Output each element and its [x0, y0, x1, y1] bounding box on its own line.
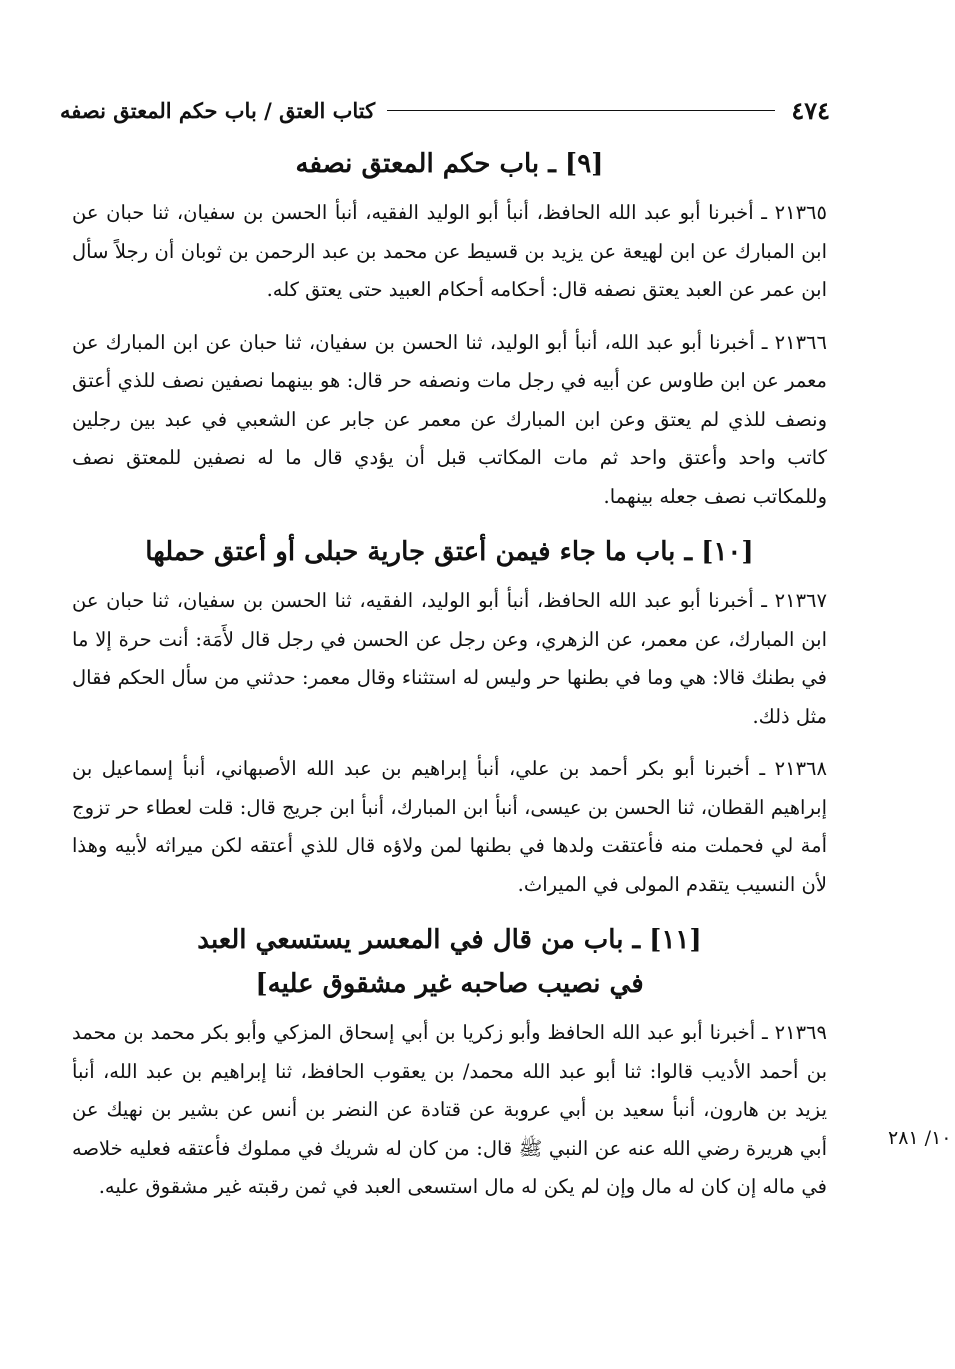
- main-text: [72, 140, 827, 1221]
- page-header: [60, 92, 830, 128]
- hadith-21368: ٢١٣٦٨ ـ أخبرنا أبو بكر أحمد بن علي، أنبأ إبراهيم بن عبد الله الأصبهاني، أنبأ إسماعيل بن إبراهيم القطان، ثنا الحسن بن عيسى، أنبأ ابن المبارك، أنبأ ابن جريج قال: قلت لعطاء حر تزوج أمة لي فحملت منه فأعتقت ولدها في بطنها لمن ولاؤه قال للذي أعتقه لكن ميراثه لأبيه وهذا لأن النسيب يتقدم المولى في الميراث.: [72, 757, 827, 896]
- chapter-heading-9: [٩] ـ باب حكم المعتق نصفه: [295, 149, 604, 179]
- chapter-heading-11-line-1: [١١] ـ باب من قال في المعسر يستسعي العبد: [197, 925, 702, 955]
- running-title: كتاب العتق / باب حكم المعتق نصفه: [60, 97, 376, 123]
- header-rule: [387, 110, 775, 111]
- hadith-21367: ٢١٣٦٧ ـ أخبرنا أبو عبد الله الحافظ، أنبأ أبو الوليد، الفقيه، ثنا الحسن بن سفيان، ثنا حبان عن ابن المبارك، عن معمر، عن الزهري، وعن رجل عن الحسن في رجل قال لأَمَة: أنت حرة إلا ما في بطنك قالا: هي وما في بطنها حر وليس له استثناء وقال معمر: حدثني من سأل الحكم فقال مثل ذلك.: [72, 589, 827, 728]
- hadith-21365: ٢١٣٦٥ ـ أخبرنا أبو عبد الله الحافظ، أنبأ أبو الوليد الفقيه، أنبأ الحسن بن سفيان، ثنا حبان عن ابن المبارك عن ابن لهيعة عن يزيد بن قسيط عن محمد بن عبد الرحمن بن ثوبان أن رجلاً سأل ابن عمر عن العبد يعتق نصفه قال: أحكامه أحكام العبيد حتى يعتق كله.: [72, 201, 827, 301]
- hadith-21369: ٢١٣٦٩ ـ أخبرنا أبو عبد الله الحافظ وأبو زكريا بن أبي إسحاق المزكي وأبو بكر محمد بن محمد بن أحمد الأديب قالوا: ثنا أبو عبد الله محمد/ بن يعقوب الحافظ، ثنا إبراهيم بن عبد الله، أنبأ يزيد بن هارون، أنبأ سعيد بن أبي عروبة عن قتادة عن النضر بن أنس عن بشير بن نهيك عن أبي هريرة رضي الله عنه عن النبي ﷺ قال: من كان له شريك في مملوك فأعتقه فعليه خلاصه في ماله إن كان له مال وإن لم يكن له مال استسعى العبد في ثمن رقبته غير مشقوق عليه.: [72, 1021, 827, 1198]
- chapter-heading-11: [72, 918, 827, 1006]
- hadith-21366: ٢١٣٦٦ ـ أخبرنا أبو عبد الله، أنبأ أبو الوليد، ثنا الحسن بن سفيان، ثنا حبان عن ابن المبارك عن معمر عن ابن طاوس عن أبيه في رجل مات ونصفه حر قال: هو بينهما نصفين نصف للذي أعتق ونصف للذي لم يعتق وعن ابن المبارك عن معمر عن جابر عن الشعبي في عبد بين رجلين كاتب واحد وأعتق واحد ثم مات المكاتب قبل أن يؤدي قال ما له نصفين للمعتق نصف وللمكاتب نصف جعله بينهما.: [72, 330, 827, 508]
- page-number: ٤٧٤: [791, 95, 830, 125]
- margin-reference: ١٠/ ٢٨١: [888, 1127, 952, 1149]
- chapter-heading-11-line-2: في نصيب صاحبه غير مشقوق عليه]: [255, 969, 644, 999]
- chapter-heading-10: [١٠] ـ باب ما جاء فيمن أعتق جارية حبلى أو أعتق حملها: [145, 537, 754, 567]
